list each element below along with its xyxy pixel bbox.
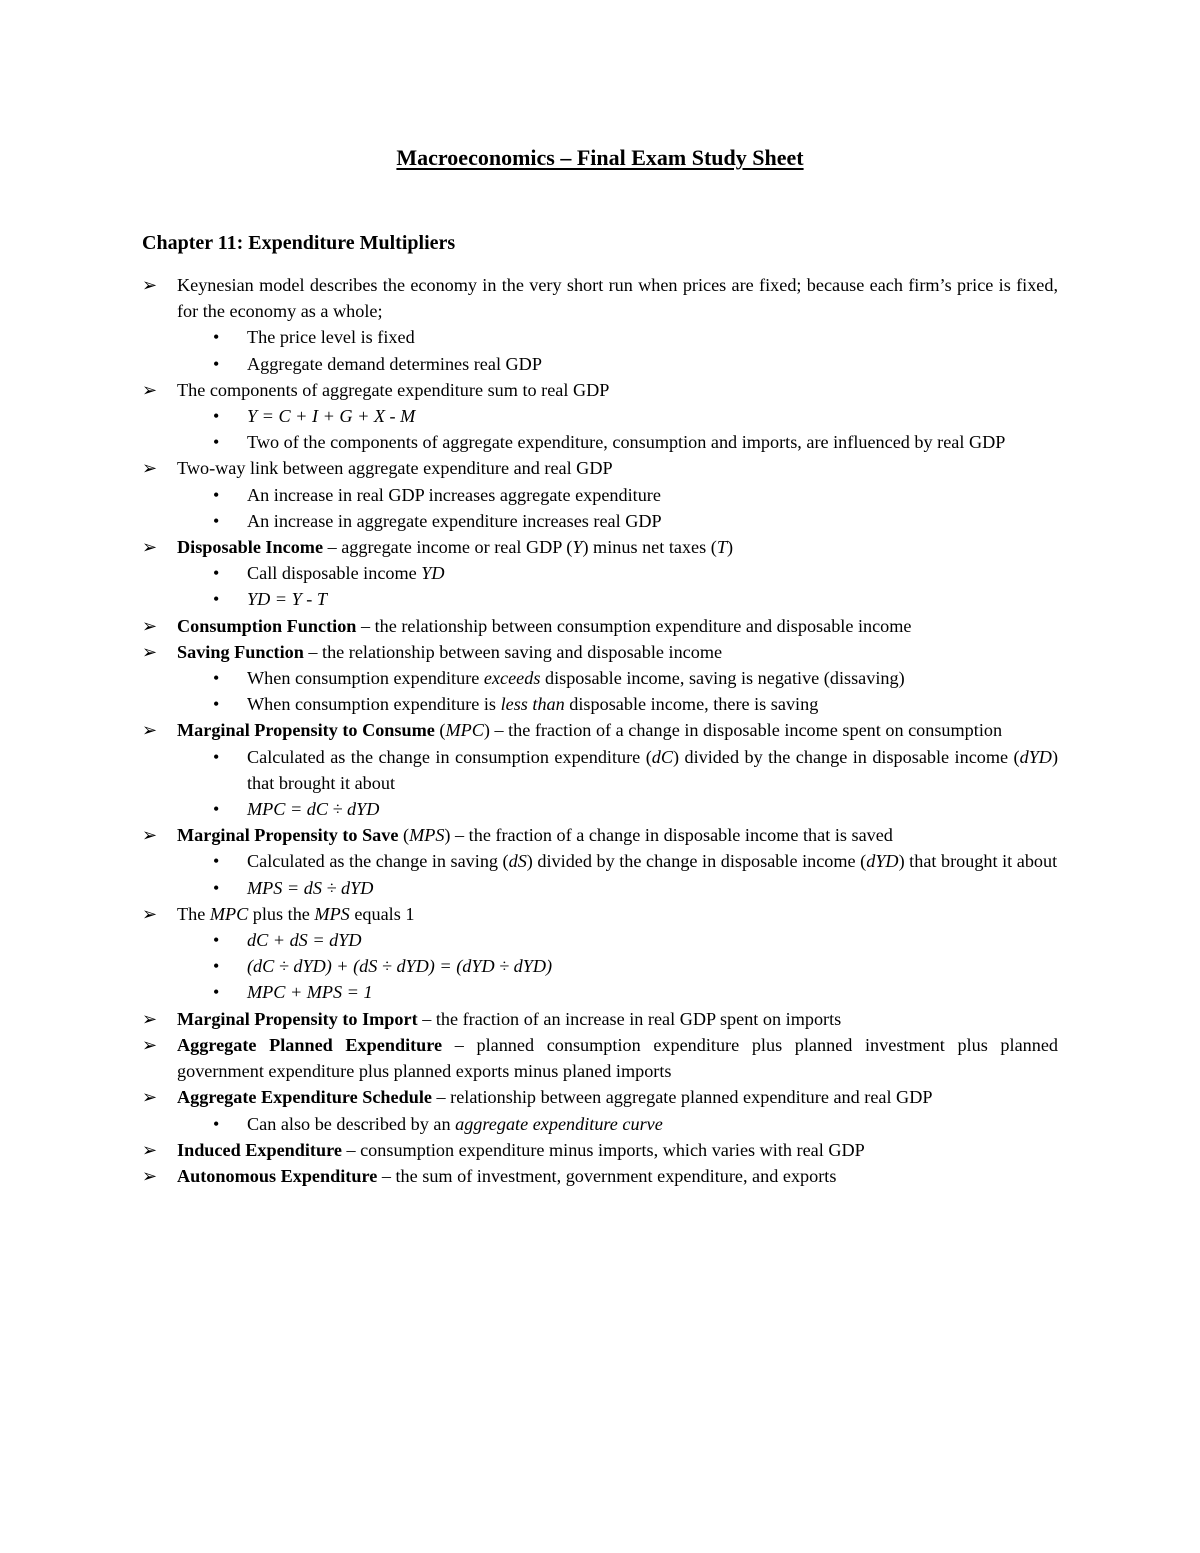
list-item-mpc-plus-mps xyxy=(142,901,1058,1006)
sub-list xyxy=(177,324,1058,376)
sub-item-text: Calculated as the change in saving ( xyxy=(247,851,509,872)
sub-item-text: disposable income, there is saving xyxy=(564,694,819,715)
emphasis-text: aggregate expenditure curve xyxy=(455,1113,663,1134)
chapter-heading: Chapter 11: Expenditure Multipliers xyxy=(142,232,456,254)
sub-list xyxy=(177,403,1058,455)
sub-list xyxy=(177,744,1058,823)
variable-text: dYD xyxy=(866,851,899,872)
variable-text: dYD xyxy=(1019,746,1052,767)
list-item-text: The components of aggregate expenditure sum to real GDP xyxy=(177,379,610,400)
definition-text: equals 1 xyxy=(349,903,415,924)
sub-item xyxy=(177,586,1058,612)
dot-bullet-icon: • xyxy=(213,432,220,453)
arrow-bullet-icon: ➢ xyxy=(142,720,158,741)
dot-bullet-icon: • xyxy=(213,589,220,610)
sub-item-text: An increase in real GDP increases aggregate expenditure xyxy=(247,484,661,505)
definition-text: – the relationship between saving and disposable income xyxy=(303,641,723,662)
definition-text: ( xyxy=(398,825,410,846)
sub-item xyxy=(177,351,1058,377)
document-title: Macroeconomics – Final Exam Study Sheet xyxy=(396,145,804,170)
formula-text: MPC = dC ÷ dYD xyxy=(247,799,380,820)
list-item-disposable-income xyxy=(142,534,1058,613)
sub-item-text: An increase in aggregate expenditure increases real GDP xyxy=(247,510,662,531)
formula-text: MPC + MPS = 1 xyxy=(247,982,373,1003)
sub-item-text: ) that brought it about xyxy=(247,746,1058,793)
sub-item-text: The price level is fixed xyxy=(247,327,415,348)
sub-item xyxy=(177,848,1058,874)
sub-item-text: When consumption expenditure is xyxy=(247,694,501,715)
dot-bullet-icon: • xyxy=(213,668,220,689)
arrow-bullet-icon: ➢ xyxy=(142,537,158,558)
term-label: Marginal Propensity to Import xyxy=(177,1008,418,1029)
definition-text: The xyxy=(177,903,210,924)
term-label: Induced Expenditure xyxy=(177,1139,342,1160)
formula-text: dC + dS = dYD xyxy=(247,930,362,951)
arrow-bullet-icon: ➢ xyxy=(142,825,158,846)
arrow-bullet-icon: ➢ xyxy=(142,641,158,662)
list-item-autonomous-expenditure xyxy=(142,1163,1058,1189)
variable-text: dS xyxy=(508,851,527,872)
sub-item xyxy=(177,875,1058,901)
sub-item xyxy=(177,508,1058,534)
sub-item-text: Aggregate demand determines real GDP xyxy=(247,353,542,374)
sub-item xyxy=(177,953,1058,979)
dot-bullet-icon: • xyxy=(213,694,220,715)
definition-text: – planned consumption expenditure plus planned investment plus planned government expenditure plus planned exports minus planed imports xyxy=(177,1034,1059,1082)
sub-item-text: disposable income, saving is negative (dissaving) xyxy=(540,668,905,689)
sub-item xyxy=(177,927,1058,953)
sub-item xyxy=(177,665,1058,691)
definition-text: – aggregate income or real GDP ( xyxy=(323,537,573,558)
formula-text: (dC ÷ dYD) + (dS ÷ dYD) = (dYD ÷ dYD) xyxy=(247,956,553,977)
dot-bullet-icon: • xyxy=(213,799,220,820)
sub-item-text: ) divided by the change in disposable income ( xyxy=(526,851,867,872)
list-item-saving-function xyxy=(142,639,1058,718)
sub-item xyxy=(177,979,1058,1005)
sub-list xyxy=(177,560,1058,612)
term-label: Marginal Propensity to Consume xyxy=(177,720,435,741)
dot-bullet-icon: • xyxy=(213,327,220,348)
arrow-bullet-icon: ➢ xyxy=(142,379,158,400)
variable-text: dC xyxy=(651,746,673,767)
term-label: Aggregate Expenditure Schedule xyxy=(177,1087,432,1108)
list-item-two-way-link xyxy=(142,455,1058,534)
dot-bullet-icon: • xyxy=(213,510,220,531)
variable-text: MPC xyxy=(209,903,249,924)
sub-item xyxy=(177,324,1058,350)
sub-list xyxy=(177,927,1058,1006)
sub-item xyxy=(177,691,1058,717)
list-item-mpc xyxy=(142,717,1058,822)
variable-text: MPS xyxy=(409,825,445,846)
term-label: Disposable Income xyxy=(177,537,324,558)
list-item-text: Keynesian model describes the economy in the very short run when prices are fixed; because each firm’s price is fixed, for the economy as a whole; xyxy=(177,275,1058,322)
arrow-bullet-icon: ➢ xyxy=(142,275,158,295)
sub-item xyxy=(177,560,1058,586)
dot-bullet-icon: • xyxy=(213,851,220,872)
dot-bullet-icon: • xyxy=(213,746,220,767)
sub-list xyxy=(177,848,1058,900)
term-label: Aggregate Planned Expenditure xyxy=(177,1034,443,1055)
term-label: Marginal Propensity to Save xyxy=(177,825,399,846)
dot-bullet-icon: • xyxy=(213,1113,220,1134)
definition-text: – the relationship between consumption expenditure and disposable income xyxy=(356,615,912,636)
definition-text: – the fraction of an increase in real GDP spent on imports xyxy=(417,1008,842,1029)
list-item-induced-expenditure xyxy=(142,1137,1058,1163)
arrow-bullet-icon: ➢ xyxy=(142,1008,158,1029)
definition-text: ) minus net taxes ( xyxy=(582,537,717,558)
variable-text: YD xyxy=(421,563,445,584)
list-item-aggregate-expenditure-schedule xyxy=(142,1084,1058,1136)
variable-text: MPS xyxy=(314,903,350,924)
dot-bullet-icon: • xyxy=(213,563,220,584)
definition-text: – consumption expenditure minus imports, which varies with real GDP xyxy=(341,1139,865,1160)
list-item-mps xyxy=(142,822,1058,901)
dot-bullet-icon: • xyxy=(213,353,220,374)
list-item-text: Two-way link between aggregate expenditure and real GDP xyxy=(177,458,613,479)
arrow-bullet-icon: ➢ xyxy=(142,1087,158,1108)
sub-item-text: When consumption expenditure xyxy=(247,668,484,689)
sub-item xyxy=(177,796,1058,822)
list-item-mpi xyxy=(142,1006,1058,1032)
sub-item xyxy=(177,429,1058,455)
term-label: Autonomous Expenditure xyxy=(177,1165,378,1186)
sub-list xyxy=(177,482,1058,534)
bullet-list xyxy=(142,272,1058,1189)
sub-item xyxy=(177,403,1058,429)
dot-bullet-icon: • xyxy=(213,406,220,427)
formula-text: Y = C + I + G + X - M xyxy=(247,406,416,427)
sub-item xyxy=(177,1111,1058,1137)
sub-item-text: ) divided by the change in disposable income ( xyxy=(673,746,1020,767)
term-label: Saving Function xyxy=(177,641,304,662)
arrow-bullet-icon: ➢ xyxy=(142,458,158,479)
arrow-bullet-icon: ➢ xyxy=(142,1165,158,1186)
dot-bullet-icon: • xyxy=(213,877,220,898)
dot-bullet-icon: • xyxy=(213,982,220,1003)
definition-text: – the sum of investment, government expenditure, and exports xyxy=(377,1165,837,1186)
list-item-consumption-function xyxy=(142,613,1058,639)
sub-item-text: Calculated as the change in consumption expenditure ( xyxy=(247,746,652,767)
list-item-aggregate-planned-expenditure xyxy=(142,1032,1058,1084)
sub-item xyxy=(177,482,1058,508)
list-item-components xyxy=(142,377,1058,456)
dot-bullet-icon: • xyxy=(213,956,220,977)
arrow-bullet-icon: ➢ xyxy=(142,1139,158,1160)
definition-text: ) – the fraction of a change in disposable income that is saved xyxy=(444,825,893,846)
sub-item-text: Two of the components of aggregate expenditure, consumption and imports, are influenced by real GDP xyxy=(247,432,1006,453)
emphasis-text: exceeds xyxy=(483,668,541,689)
sub-item-text: Call disposable income xyxy=(247,563,422,584)
sub-list xyxy=(177,1111,1058,1137)
sub-item-text: ) that brought it about xyxy=(898,851,1058,872)
arrow-bullet-icon: ➢ xyxy=(142,1034,158,1055)
list-item-keynesian-model xyxy=(142,272,1058,377)
document-body xyxy=(142,272,1058,1189)
sub-list xyxy=(177,665,1058,717)
definition-text: ) xyxy=(726,537,733,558)
sub-item xyxy=(177,744,1058,796)
emphasis-text: less than xyxy=(500,694,565,715)
term-label: Consumption Function xyxy=(177,615,357,636)
variable-text: MPC xyxy=(445,720,484,741)
variable-text: T xyxy=(716,537,727,558)
definition-text: – relationship between aggregate planned expenditure and real GDP xyxy=(431,1087,933,1108)
definition-text: plus the xyxy=(248,903,315,924)
arrow-bullet-icon: ➢ xyxy=(142,903,158,924)
sub-item-text: Can also be described by an xyxy=(247,1113,456,1134)
dot-bullet-icon: • xyxy=(213,930,220,951)
variable-text: Y xyxy=(572,537,583,558)
formula-text: YD = Y - T xyxy=(247,589,327,610)
dot-bullet-icon: • xyxy=(213,484,220,505)
definition-text: ( xyxy=(434,720,446,741)
formula-text: MPS = dS ÷ dYD xyxy=(247,877,374,898)
definition-text: ) – the fraction of a change in disposable income spent on consumption xyxy=(483,720,1003,741)
arrow-bullet-icon: ➢ xyxy=(142,615,158,636)
